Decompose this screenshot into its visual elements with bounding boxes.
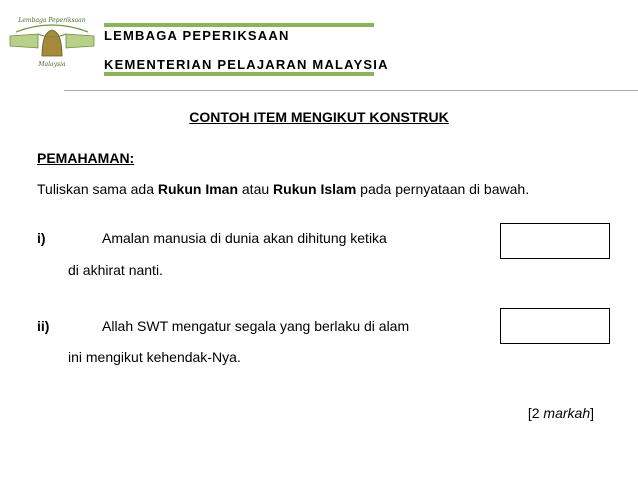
lembaga-logo-icon — [8, 8, 96, 70]
term-rukun-islam: Rukun Islam — [273, 181, 357, 197]
marks-close: ] — [590, 405, 594, 421]
question-1-line-1: Amalan manusia di dunia akan dihitung ketika — [102, 230, 387, 246]
question-2-number: ii) — [37, 318, 50, 334]
svg-text:Malaysia: Malaysia — [38, 61, 66, 68]
question-2-line-1: Allah SWT mengatur segala yang berlaku di alam — [102, 318, 410, 334]
header-top-bar — [104, 23, 374, 27]
header-bottom-bar — [104, 72, 374, 76]
header-divider — [64, 90, 638, 91]
org-name-line-1: LEMBAGA PEPERIKSAAN — [104, 28, 290, 43]
answer-box-2[interactable] — [500, 308, 610, 344]
svg-text:Lembaga Peperiksaan: Lembaga Peperiksaan — [18, 17, 86, 24]
instruction-between: atau — [238, 181, 274, 197]
document-title: CONTOH ITEM MENGIKUT KONSTRUK — [189, 109, 449, 125]
question-1-number: i) — [37, 230, 46, 246]
instruction-before: Tuliskan sama ada — [37, 181, 158, 197]
instruction-text — [37, 178, 577, 200]
logo — [8, 8, 96, 70]
section-heading: PEMAHAMAN: — [37, 150, 135, 166]
marks-word: markah — [543, 405, 591, 421]
instruction-after: pada pernyataan di bawah. — [356, 181, 530, 197]
term-rukun-iman: Rukun Iman — [157, 181, 238, 197]
question-1-line-2: di akhirat nanti. — [68, 262, 163, 278]
question-2-line-2: ini mengikut kehendak-Nya. — [68, 349, 241, 365]
marks-label — [528, 405, 594, 421]
answer-box-1[interactable] — [500, 223, 610, 259]
org-name-line-2: KEMENTERIAN PELAJARAN MALAYSIA — [104, 57, 389, 72]
marks-open: [2 — [527, 405, 544, 421]
